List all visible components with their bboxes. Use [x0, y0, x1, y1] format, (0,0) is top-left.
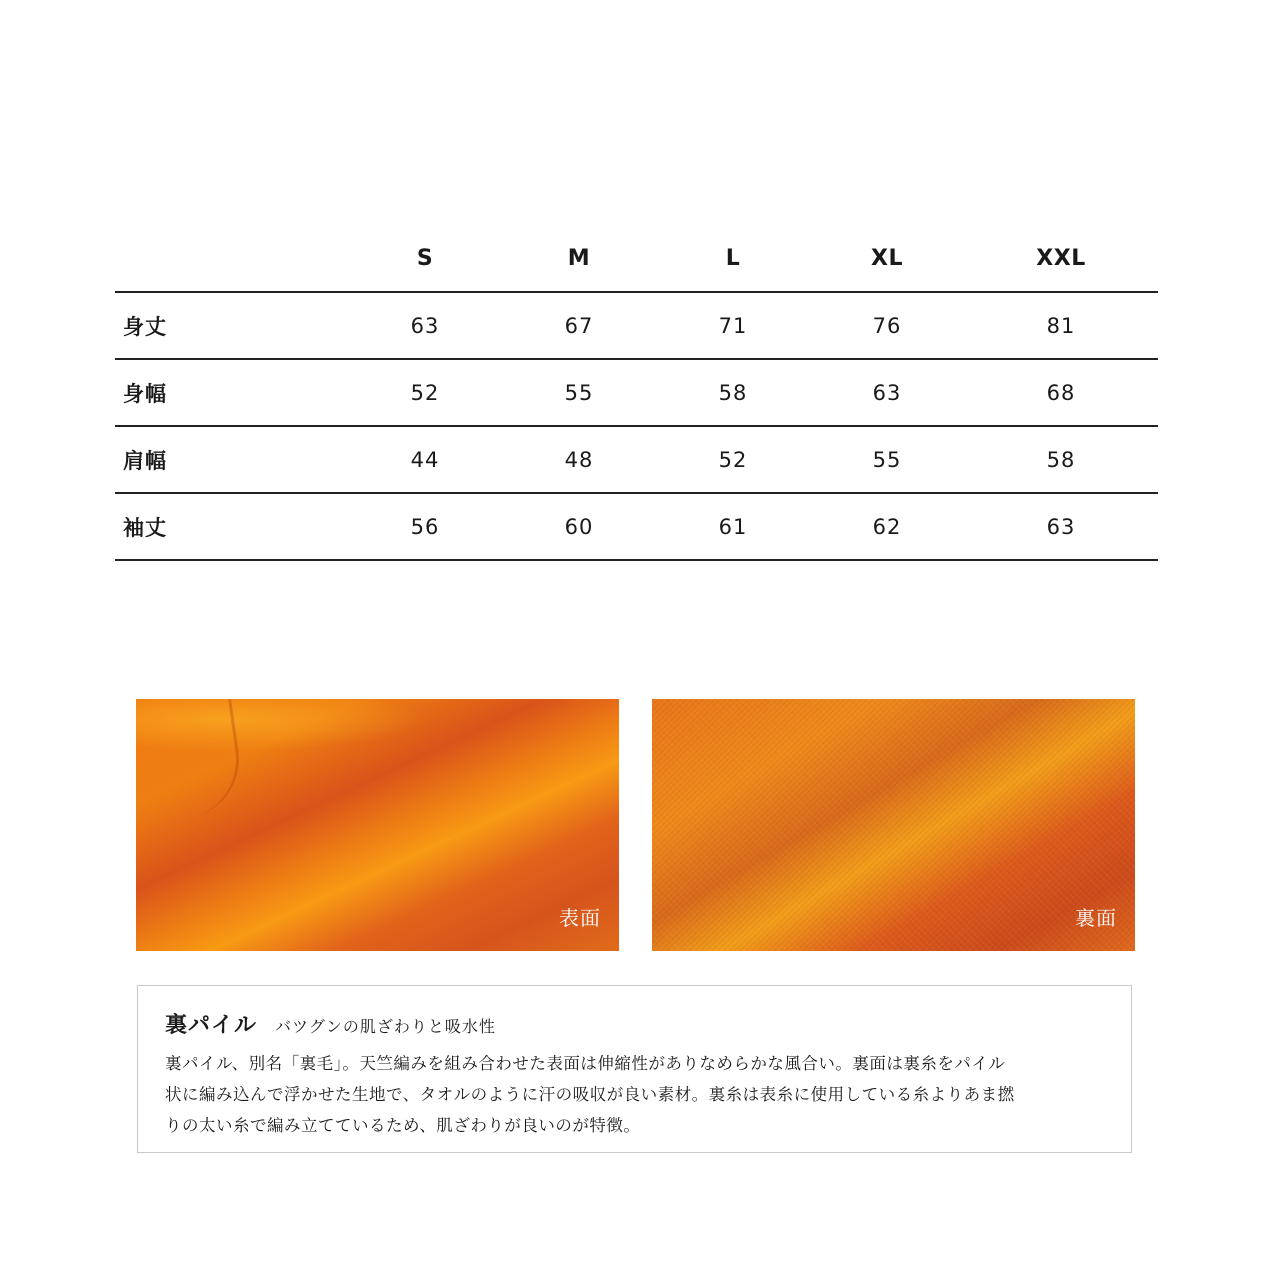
- fabric-back-label: 裏面: [1075, 906, 1117, 930]
- info-heading: [165, 1008, 496, 1039]
- fabric-front-label: 表面: [559, 906, 601, 930]
- table-cell: 63: [810, 359, 964, 426]
- size-header-s: S: [348, 226, 502, 292]
- info-line: 状に編み込んで浮かせた生地で、タオルのように汗の吸収が良い素材。裏糸は表糸に使用している糸よりあま撚: [165, 1085, 1015, 1104]
- table-cell: 52: [656, 426, 810, 493]
- info-line: りの太い糸で編み立てているため、肌ざわりが良いのが特徴。: [165, 1116, 641, 1135]
- table-cell: 76: [810, 292, 964, 359]
- header-blank: [115, 226, 348, 292]
- table-cell: 44: [348, 426, 502, 493]
- size-header-xxl: XXL: [964, 226, 1158, 292]
- size-header-row: [115, 226, 1158, 292]
- size-header-m: M: [502, 226, 656, 292]
- table-cell: 52: [348, 359, 502, 426]
- info-description: [165, 1048, 1105, 1141]
- row-label: 肩幅: [115, 426, 348, 493]
- table-cell: 61: [656, 493, 810, 560]
- info-title: 裏パイル: [165, 1013, 258, 1038]
- table-cell: 55: [502, 359, 656, 426]
- table-cell: 60: [502, 493, 656, 560]
- row-label: 身幅: [115, 359, 348, 426]
- fabric-back-photo: [652, 699, 1135, 951]
- table-cell: 63: [964, 493, 1158, 560]
- fabric-info-box: [137, 985, 1132, 1153]
- table-cell: 62: [810, 493, 964, 560]
- table-cell: 68: [964, 359, 1158, 426]
- table-cell: 81: [964, 292, 1158, 359]
- row-label: 身丈: [115, 292, 348, 359]
- table-row-sleeve-length: [115, 493, 1158, 560]
- size-chart-table: [115, 226, 1158, 561]
- info-line: 裏パイル、別名「裏毛」。天竺編みを組み合わせた表面は伸縮性がありなめらかな風合い。裏面は裏糸をパイル: [165, 1054, 1006, 1073]
- row-label: 袖丈: [115, 493, 348, 560]
- table-cell: 67: [502, 292, 656, 359]
- table-cell: 63: [348, 292, 502, 359]
- table-cell: 55: [810, 426, 964, 493]
- table-cell: 58: [964, 426, 1158, 493]
- size-header-xl: XL: [810, 226, 964, 292]
- table-cell: 71: [656, 292, 810, 359]
- table-cell: 56: [348, 493, 502, 560]
- fabric-front-photo: [136, 699, 619, 951]
- size-header-l: L: [656, 226, 810, 292]
- table-row-body-length: [115, 292, 1158, 359]
- info-subtitle: バツグンの肌ざわりと吸水性: [275, 1017, 496, 1036]
- table-cell: 58: [656, 359, 810, 426]
- table-row-shoulder-width: [115, 426, 1158, 493]
- table-cell: 48: [502, 426, 656, 493]
- table-row-body-width: [115, 359, 1158, 426]
